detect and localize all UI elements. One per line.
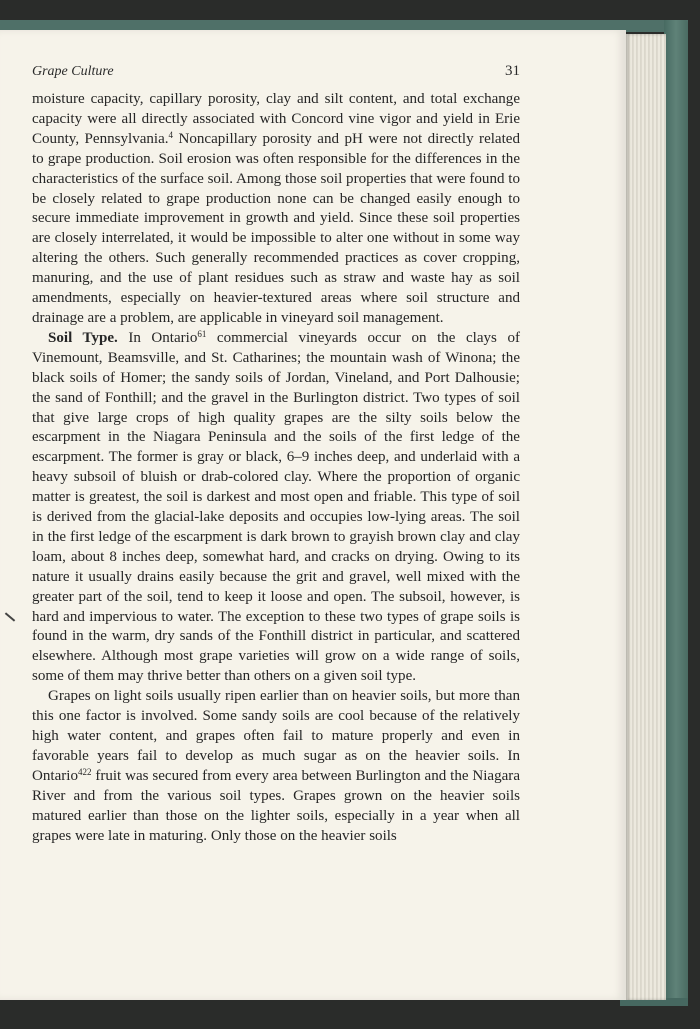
paragraph [32,329,520,687]
page-number: 31 [505,63,520,79]
text-run: commercial vineyards occur on the clays of Vinemount, Beamsville, and St. Catharines; the mountain wash of Winona; the black soils of Homer; the sandy soils of Jordan, Vineland, and Port Dalhousie; the sand of Fonthill; and the gravel in the Burlington district. Two types of soil that give large crops of high quality grapes are the silty soils below the escarpment in the Niagara Peninsula and the soils of the first ledge of the escarpment. The former is gray or black, 6–9 inches deep, and underlaid with a heavy subsoil of bluish or drab-colored clay. Where the proportion of organic matter is greatest, the soil is darkest and most open and friable. This type of soil is derived from the glacial-lake deposits and occupies low-lying areas. The soil in the first ledge of the escarpment is dark brown to grayish brown clay and clay loam, about 8 inches deep, somewhat hard, and cracks on drying. Owing to its nature it usually drains easily because the grit and gravel, well mixed with the greater part of the soil, tend to keep it loose and open. The subsoil, however, is hard and impervious to water. The exception to these two types of grape soils is found in the warm, dry sands of the Fonthill district in particular, and scattered elsewhere. Although most grape varieties will grow on a wide range of soils, some of them may thrive better than others on a given soil type. [32,329,520,685]
text-run: moisture capacity, capillary porosity, clay and silt content, and total exchange capacity were all directly associated with Concord vine vigor and yield in Erie County, Pennsylvania. [32,91,520,147]
text-run: Noncapillary porosity and pH were not directly related to grape production. Soil erosion was often responsible for the differences in the characteristics of the surface soil. Among those soil properties that were found to be closely related to grape production none can be changed easily enough to secure immediate improvement in growth and yield. Since these soil properties are closely interrelated, it would be impossible to alter one without in some way altering the others. Such generally recommended practices as cover cropping, manuring, and the use of plant residues such as straw and waste hay as soil amendments, especially on heavier-textured areas where soil structure and drainage are a problem, are applicable in vineyard soil management. [32,130,520,326]
page-header [32,64,520,80]
text-run: Grapes on light soils usually ripen earlier than on heavier soils, but more than this one factor is involved. Some sandy soils are cool because of the relatively high water content, and grapes often fail to mature properly and even in favorable years fail to develop as much sugar as on the heavier soils. In Ontario [32,688,520,784]
text-run: fruit was secured from every area between Burlington and the Niagara River and from the various soil types. Grapes grown on the heavier soils matured earlier than those on the lighter soils, especially in a year when all grapes were late in maturing. Only those on the heavier soils [32,767,520,844]
paragraph [32,687,520,846]
section-heading: Soil Type. [48,329,118,346]
book-cover-spine-edge [664,20,688,1005]
running-title: Grape Culture [32,64,114,79]
footnote-reference: 61 [197,328,207,339]
footnote-reference: 4 [168,129,174,140]
body-text [32,90,520,846]
text-run: In Ontario [117,329,198,346]
footnote-reference: 422 [77,766,92,777]
page-edges [626,34,666,1000]
paragraph [32,90,520,329]
